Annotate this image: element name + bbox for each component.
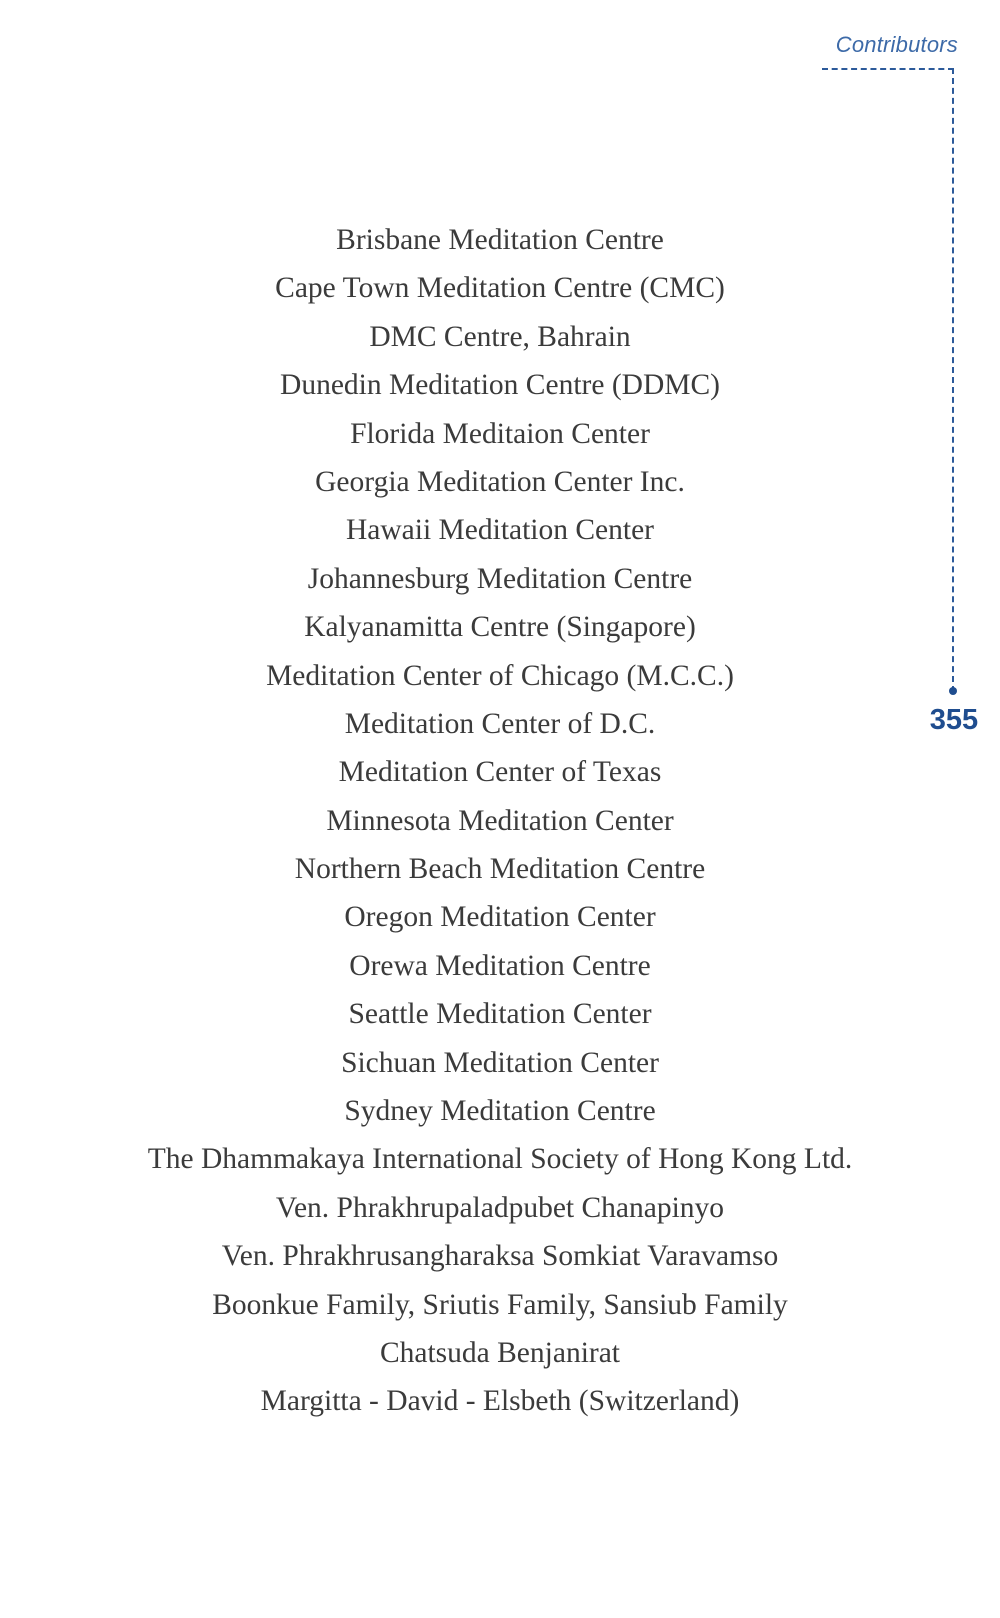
- contributor-item: Brisbane Meditation Centre: [336, 224, 664, 256]
- contributor-item: Meditation Center of Texas: [338, 756, 662, 789]
- contributor-item: Dunedin Meditation Centre (DDMC): [280, 369, 720, 402]
- contributor-item: Chatsuda Benjanirat: [379, 1336, 621, 1369]
- section-label: Contributors: [835, 32, 958, 57]
- contributor-item: Minnesota Meditation Center: [326, 804, 674, 837]
- contributor-item: Meditation Center of Chicago (M.C.C.): [266, 659, 734, 692]
- contributor-item: Boonkue Family, Sriutis Family, Sansiub Family: [212, 1288, 788, 1321]
- contributor-item: Oregon Meditation Center: [344, 901, 656, 934]
- contributor-item: Hawaii Meditation Center: [345, 514, 655, 547]
- page-number: 355: [929, 704, 979, 736]
- contributor-item: Cape Town Meditation Centre (CMC): [275, 272, 725, 305]
- contributor-item: DMC Centre, Bahrain: [369, 320, 631, 353]
- contributor-item: Ven. Phrakhrupaladpubet Chanapinyo: [275, 1191, 725, 1224]
- contributor-item: Meditation Center of D.C.: [344, 707, 656, 740]
- contributor-item: The Dhammakaya International Society of Hong Kong Ltd.: [147, 1143, 853, 1176]
- contributor-item: Margitta - David - Elsbeth (Switzerland): [260, 1385, 740, 1418]
- contributors-list: [0, 216, 1000, 1426]
- contributor-item: Seattle Meditation Center: [348, 998, 652, 1031]
- contributor-item: Johannesburg Meditation Centre: [307, 562, 693, 595]
- contributor-item: Ven. Phrakhrusangharaksa Somkiat Varavamso: [221, 1240, 779, 1273]
- contributor-item: Georgia Meditation Center Inc.: [315, 465, 685, 498]
- contributor-item: Sichuan Meditation Center: [341, 1046, 659, 1079]
- contributor-item: Kalyanamitta Centre (Singapore): [304, 611, 696, 644]
- contributor-item: Florida Meditaion Center: [350, 417, 650, 450]
- contributor-item: Sydney Meditation Centre: [344, 1095, 656, 1128]
- header-dashed-rule: [822, 68, 954, 70]
- contributor-item: Orewa Meditation Centre: [349, 949, 651, 982]
- contributor-item: Northern Beach Meditation Centre: [294, 853, 706, 886]
